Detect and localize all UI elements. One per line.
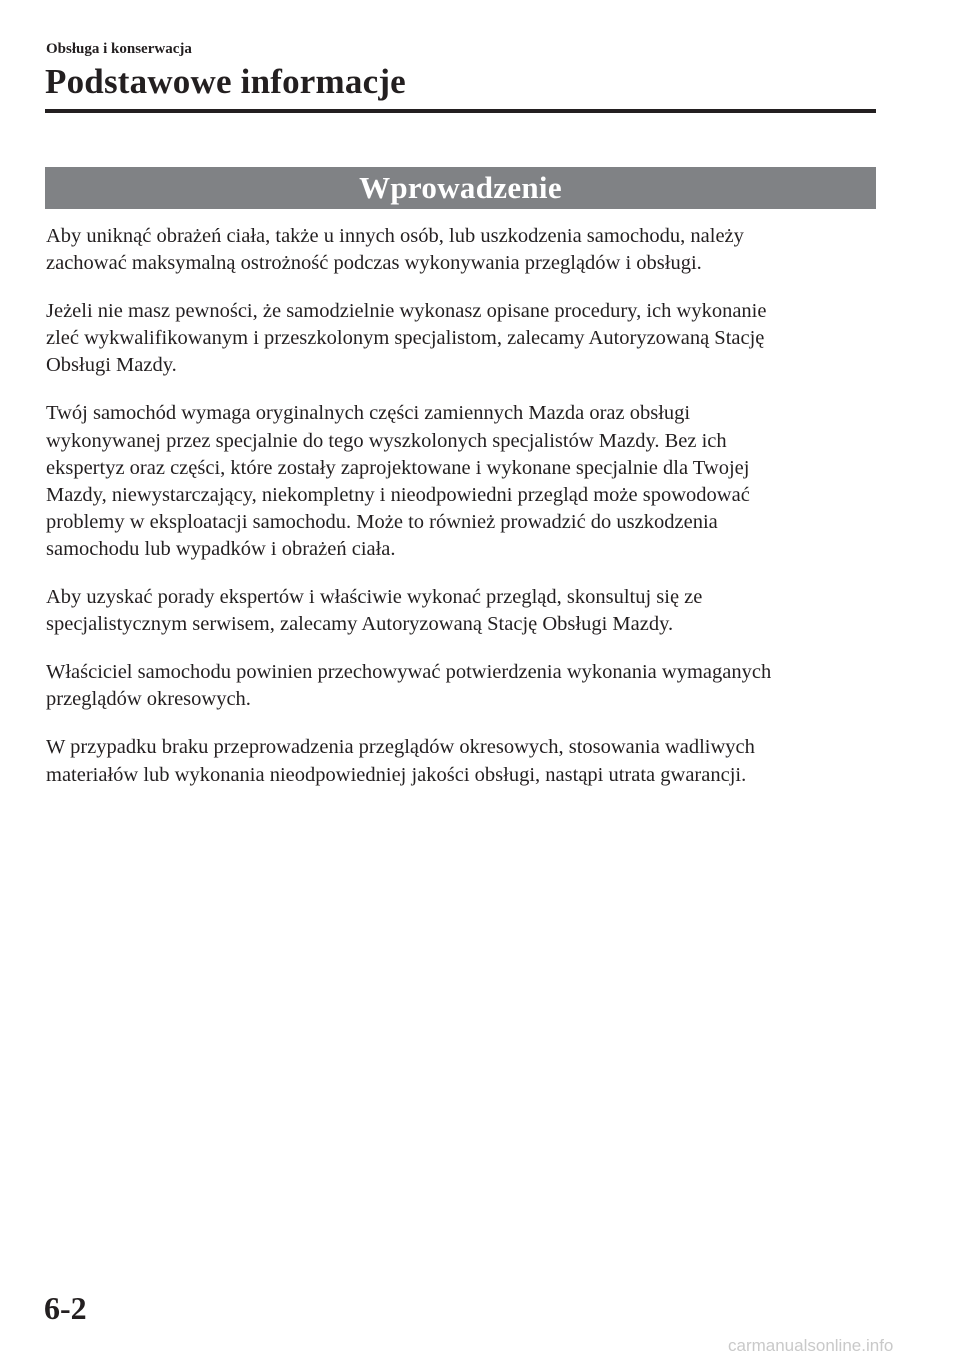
text-line: Twój samochód wymaga oryginalnych części zamiennych Mazda oraz obsługi [46,402,691,425]
text-line: wykonywanej przez specjalnie do tego wyszkolonych specjalistów Mazdy. Bez ich [46,429,727,452]
text-line: Aby uniknąć obrażeń ciała, także u innych osób, lub uszkodzenia samochodu, należy [46,225,744,247]
body-text [46,223,876,810]
paragraph [46,400,876,563]
text-line: ekspertyz oraz części, które zostały zaprojektowane i wykonane specjalnie dla Twojej [46,456,750,479]
title-divider [45,109,876,113]
text-line: Aby uzyskać porady ekspertów i właściwie wykonać przegląd, skonsultuj się ze [46,586,703,609]
text-line: Mazdy, niewystarczający, niekompletny i nieodpowiedni przegląd może spowodować [46,483,750,506]
text-line: problemy w eksploatacji samochodu. Może to również prowadzić do uszkodzenia [46,510,718,533]
text-line: Jeżeli nie masz pewności, że samodzielnie wykonasz opisane procedury, ich wykonanie [46,300,767,323]
paragraph [46,659,876,713]
text-line: przeglądów okresowych. [46,688,251,711]
page-title: Podstawowe informacje [45,62,406,101]
paragraph [46,223,876,277]
text-line: zachować maksymalną ostrożność podczas wykonywania przeglądów i obsługi. [46,252,702,275]
section-label: Obsługa i konserwacja [46,41,192,57]
text-line: samochodu lub wypadków i obrażeń ciała. [46,537,396,560]
paragraph [46,298,876,379]
text-line: zleć wykwalifikowanym i przeszkolonym specjalistom, zalecamy Autoryzowaną Stację [46,327,765,350]
watermark: carmanualsonline.info [728,1336,894,1355]
text-line: Właściciel samochodu powinien przechowywać potwierdzenia wykonania wymaganych [46,661,772,684]
section-title: Wprowadzenie [359,170,562,205]
text-line: specjalistycznym serwisem, zalecamy Autoryzowaną Stację Obsługi Mazdy. [46,613,674,636]
text-line: W przypadku braku przeprowadzenia przeglądów okresowych, stosowania wadliwych [46,736,755,759]
text-line: materiałów lub wykonania nieodpowiedniej jakości obsługi, nastąpi utrata gwarancji. [46,763,747,786]
page-number: 6-2 [44,1290,87,1326]
text-line: Obsługi Mazdy. [46,354,177,377]
section-banner [45,167,876,209]
paragraph [46,734,876,788]
paragraph [46,584,876,638]
